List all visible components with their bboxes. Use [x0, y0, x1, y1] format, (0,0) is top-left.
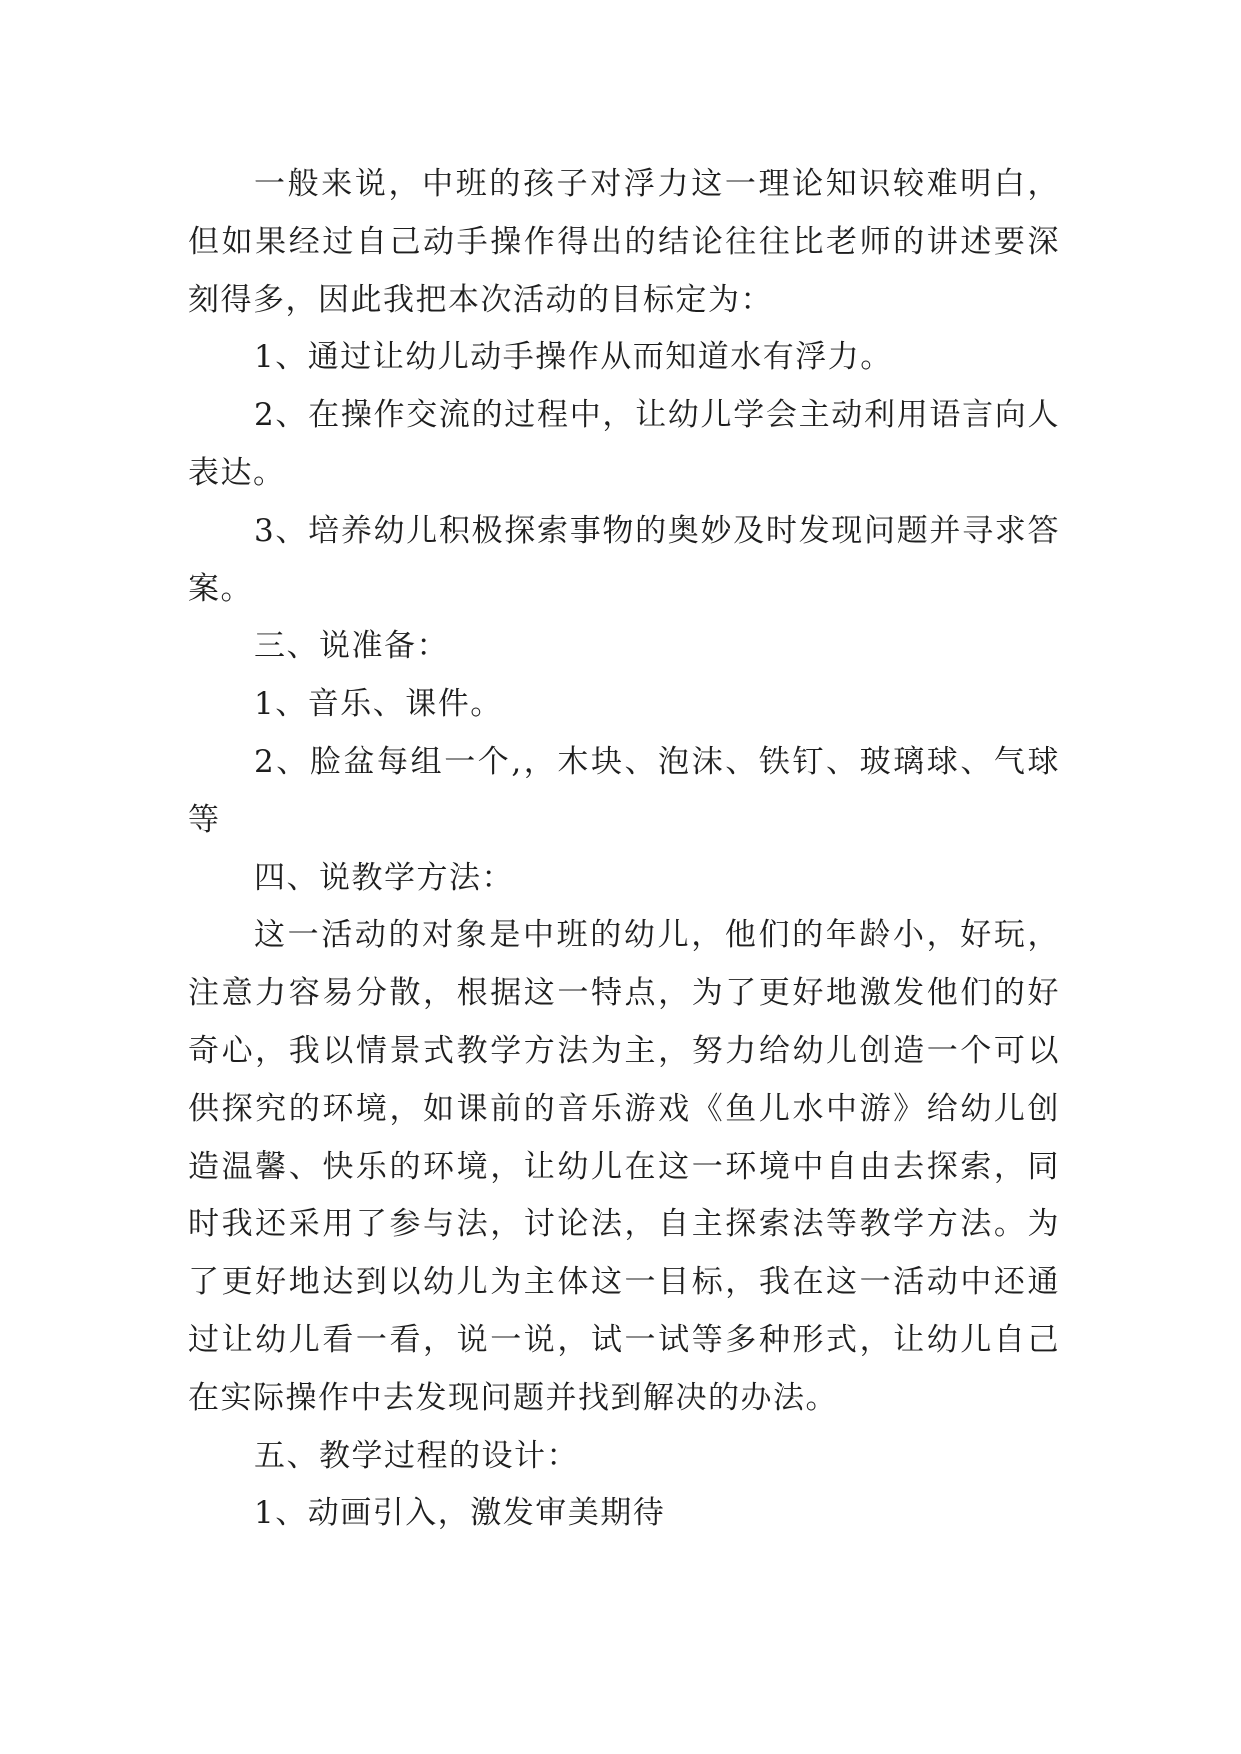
paragraph-goal-3: 3、培养幼儿积极探索事物的奥妙及时发现问题并寻求答案。 — [188, 512, 1060, 607]
paragraph-methods: 这一活动的对象是中班的幼儿，他们的年龄小，好玩，注意力容易分散，根据这一特点，为了更好地激发他们的好奇心，我以情景式教学方法为主，努力给幼儿创造一个可以供探究的环境，如课前的音乐游戏《鱼儿水中游》给幼儿创造温馨、快乐的环境，让幼儿在这一环境中自由去探索，同时我还采用了参与法，讨论法，自主探索法等教学方法。为了更好地达到以幼儿为主体这一目标，我在这一活动中还通过让幼儿看一看，说一说，试一试等多种形式，让幼儿自己在实际操作中去发现问题并找到解决的办法。 — [188, 917, 1060, 1416]
section-heading-methods: 四、说教学方法： — [254, 859, 514, 896]
paragraph-prep-1: 1、音乐、课件。 — [254, 686, 503, 723]
section-heading-process: 五、教学过程的设计： — [254, 1437, 579, 1474]
paragraph-prep-2: 2、脸盆每组一个,，木块、泡沫、铁钉、玻璃球、气球等 — [188, 743, 1060, 838]
paragraph-intro: 一般来说，中班的孩子对浮力这一理论知识较难明白，但如果经过自己动手操作得出的结论往往比老师的讲述要深刻得多，因此我把本次活动的目标定为： — [188, 166, 1060, 318]
paragraph-goal-1: 1、通过让幼儿动手操作从而知道水有浮力。 — [254, 339, 893, 376]
document-body — [188, 156, 1060, 1543]
section-heading-preparation: 三、说准备： — [254, 628, 449, 665]
paragraph-process-1: 1、动画引入，激发审美期待 — [254, 1495, 666, 1532]
paragraph-goal-2: 2、在操作交流的过程中，让幼儿学会主动利用语言向人表达。 — [188, 397, 1060, 491]
